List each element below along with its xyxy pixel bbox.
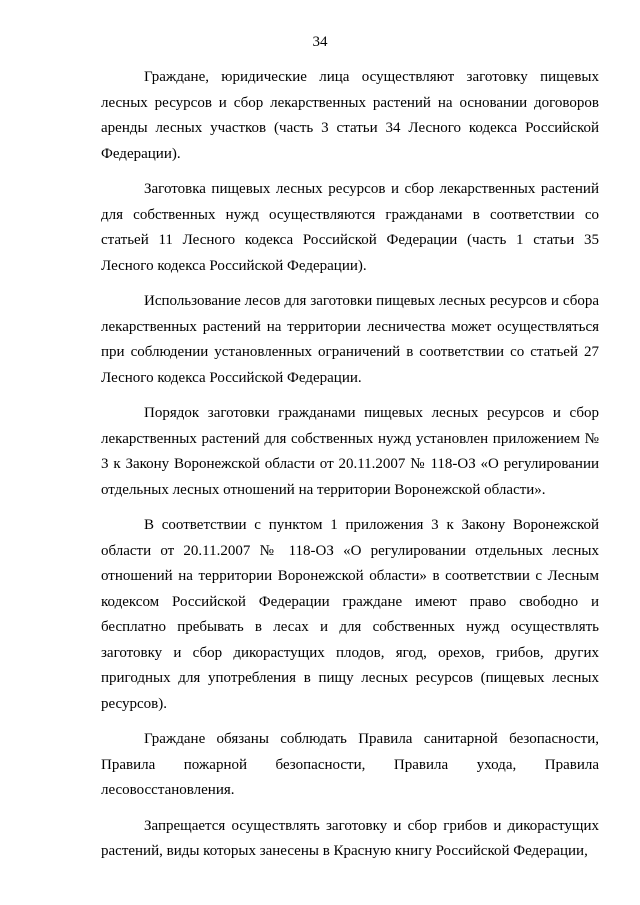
paragraph-citizens-rights: В соответствии с пунктом 1 приложения 3 к Закону Воронежской области от 20.11.2007 № 118-ОЗ «О регулировании отдельных лесных отношений на территории Воронежской области» в соответствии с Лесным кодексом Российской Федерации граждане имеют право свободно и бесплатно пребывать в лесах и для собственных нужд осуществлять заготовку и сбор дикорастущих плодов, ягод, орехов, грибов, других пригодных для употребления в пищу лесных ресурсов (пищевых лесных ресурсов).: [101, 517, 599, 712]
paragraph-harvesting-procedure: Порядок заготовки гражданами пищевых лесных ресурсов и сбор лекарственных растений для собственных нужд установлен приложением № 3 к Закону Воронежской области от 20.11.2007 № 118-ОЗ «О регулировании отдельных лесных отношений на территории Воронежской области».: [101, 405, 599, 498]
paragraph-forestry-restrictions: Использование лесов для заготовки пищевых лесных ресурсов и сбора лекарственных растений на территории лесничества может осуществляться при соблюдении установленных ограничений в соответствии со статьей 27 Лесного кодекса Российской Федерации.: [101, 293, 599, 386]
paragraph-citizens-obligations: Граждане обязаны соблюдать Правила санитарной безопасности, Правила пожарной безопасности, Правила ухода, Правила лесовосстановления.: [101, 731, 599, 798]
paragraph-prohibition: Запрещается осуществлять заготовку и сбор грибов и дикорастущих растений, виды которых занесены в Красную книгу Российской Федерации,: [101, 817, 599, 859]
page-number: 34: [312, 34, 328, 50]
paragraph-lease-harvesting: Граждане, юридические лица осуществляют заготовку пищевых лесных ресурсов и сбор лекарственных растений на основании договоров аренды лесных участков (часть 3 статьи 34 Лесного кодекса Российской Федерации).: [101, 69, 599, 162]
document-body: [101, 65, 599, 875]
paragraph-own-needs: Заготовка пищевых лесных ресурсов и сбор лекарственных растений для собственных нужд осуществляются гражданами в соответствии со статьей 11 Лесного кодекса Российской Федерации (часть 1 статьи 35 Лесного кодекса Российской Федерации).: [101, 181, 599, 274]
